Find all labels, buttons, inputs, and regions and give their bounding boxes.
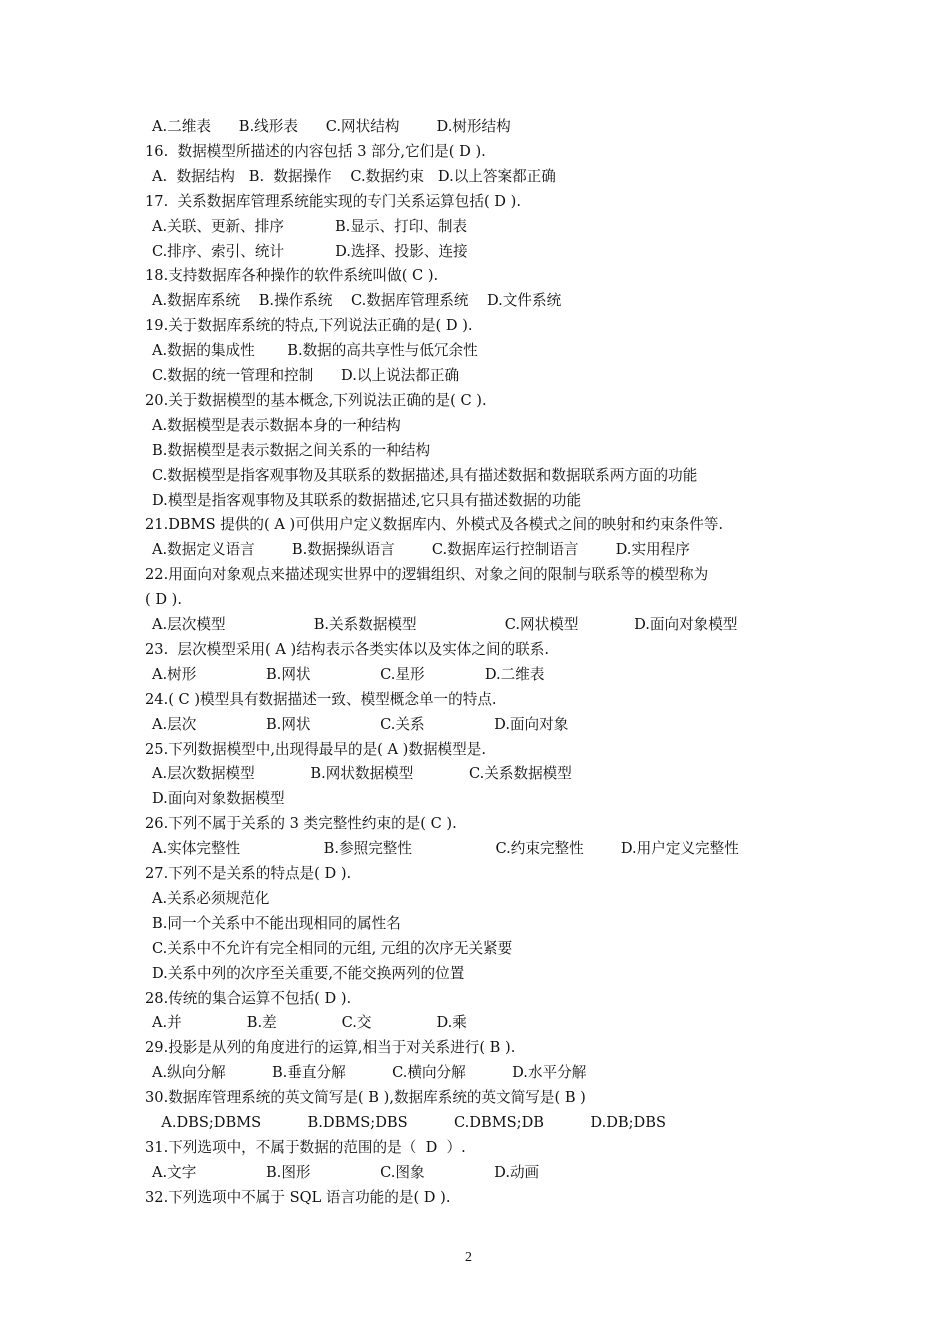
option-line: C.关系中不允许有完全相同的元组, 元组的次序无关紧要 [152,939,513,957]
question-line: 24.( C )模型具有数据描述一致、模型概念单一的特点. [145,690,497,708]
option-line: D.模型是指客观事物及其联系的数据描述,它只具有描述数据的功能 [152,491,582,509]
question-line: 20.关于数据模型的基本概念,下列说法正确的是( C ). [145,391,487,409]
question-line: 31.下列选项中，不属于数据的范围的是（ D ）. [145,1138,466,1156]
option-line: A.并 B.差 C.交 D.乘 [152,1014,467,1032]
option-line: A.层次模型 B.关系数据模型 C.网状模型 D.面向对象模型 [152,616,738,633]
question-line: 25.下列数据模型中,出现得最早的是( A )数据模型是. [145,740,486,758]
option-line: D.面向对象数据模型 [152,790,285,808]
question-line: 27.下列不是关系的特点是( D ). [145,865,352,882]
option-line: A.数据的集成性 B.数据的高共享性与低冗余性 [152,342,478,360]
option-line: A.数据模型是表示数据本身的一种结构 [152,416,401,434]
option-line: B.同一个关系中不能出现相同的属性名 [152,914,401,932]
question-line: 21.DBMS 提供的( A )可供用户定义数据库内、外模式及各模式之间的映射和约束条件等. [145,516,724,534]
question-line: 28.传统的集合运算不包括( D ). [145,989,352,1007]
option-line: A.纵向分解 B.垂直分解 C.横向分解 D.水平分解 [152,1064,587,1082]
question-line: 19.关于数据库系统的特点,下列说法正确的是( D ). [145,317,473,335]
question-line: 22.用面向对象观点来描述现实世界中的逻辑组织、对象之间的限制与联系等的模型称为 [145,566,709,584]
question-line: ( D ). [145,591,183,609]
question-line: 29.投影是从列的角度进行的运算,相当于对关系进行( B ). [145,1039,516,1057]
question-line: 17. 关系数据库管理系统能实现的专门关系运算包括( D ). [145,192,521,210]
option-line: A. 数据结构 B. 数据操作 C.数据约束 D.以上答案都正确 [152,167,556,185]
question-line: 23. 层次模型采用( A )结构表示各类实体以及实体之间的联系. [145,640,549,658]
option-line: A.二维表 B.线形表 C.网状结构 D.树形结构 [152,118,511,135]
option-line: C.数据模型是指客观事物及其联系的数据描述,具有描述数据和数据联系两方面的功能 [152,466,698,484]
option-line: C.数据的统一管理和控制 D.以上说法都正确 [152,367,460,384]
option-line: A.数据库系统 B.操作系统 C.数据库管理系统 D.文件系统 [152,292,562,310]
page-number: 2 [465,1250,472,1265]
option-line: D.关系中列的次序至关重要,不能交换两列的位置 [152,964,465,982]
option-line: A.树形 B.网状 C.星形 D.二维表 [152,665,545,683]
option-line: A.实体完整性 B.参照完整性 C.约束完整性 D.用户定义完整性 [152,840,739,858]
option-line: A.数据定义语言 B.数据操纵语言 C.数据库运行控制语言 D.实用程序 [152,541,690,559]
option-line: A.文字 B.图形 C.图象 D.动画 [152,1163,540,1181]
option-line: A.层次 B.网状 C.关系 D.面向对象 [152,715,569,733]
question-line: 16. 数据模型所描述的内容包括 3 部分,它们是( D ). [145,142,486,160]
option-line: A.层次数据模型 B.网状数据模型 C.关系数据模型 [152,765,572,783]
question-line: 18.支持数据库各种操作的软件系统叫做( C ). [145,267,439,285]
option-line: C.排序、索引、统计 D.选择、投影、连接 [152,242,468,260]
question-line: 26.下列不属于关系的 3 类完整性约束的是( C ). [145,815,457,833]
option-line: A.关联、更新、排序 B.显示、打印、制表 [152,217,468,235]
question-line: 32.下列选项中不属于 SQL 语言功能的是( D ). [145,1188,451,1206]
question-line: 30.数据库管理系统的英文简写是( B ),数据库系统的英文简写是( B ) [145,1089,586,1107]
option-line: A.DBS;DBMS B.DBMS;DBS C.DBMS;DB D.DB;DBS [152,1114,666,1131]
option-line: B.数据模型是表示数据之间关系的一种结构 [152,441,431,459]
option-line: A.关系必须规范化 [152,889,270,907]
